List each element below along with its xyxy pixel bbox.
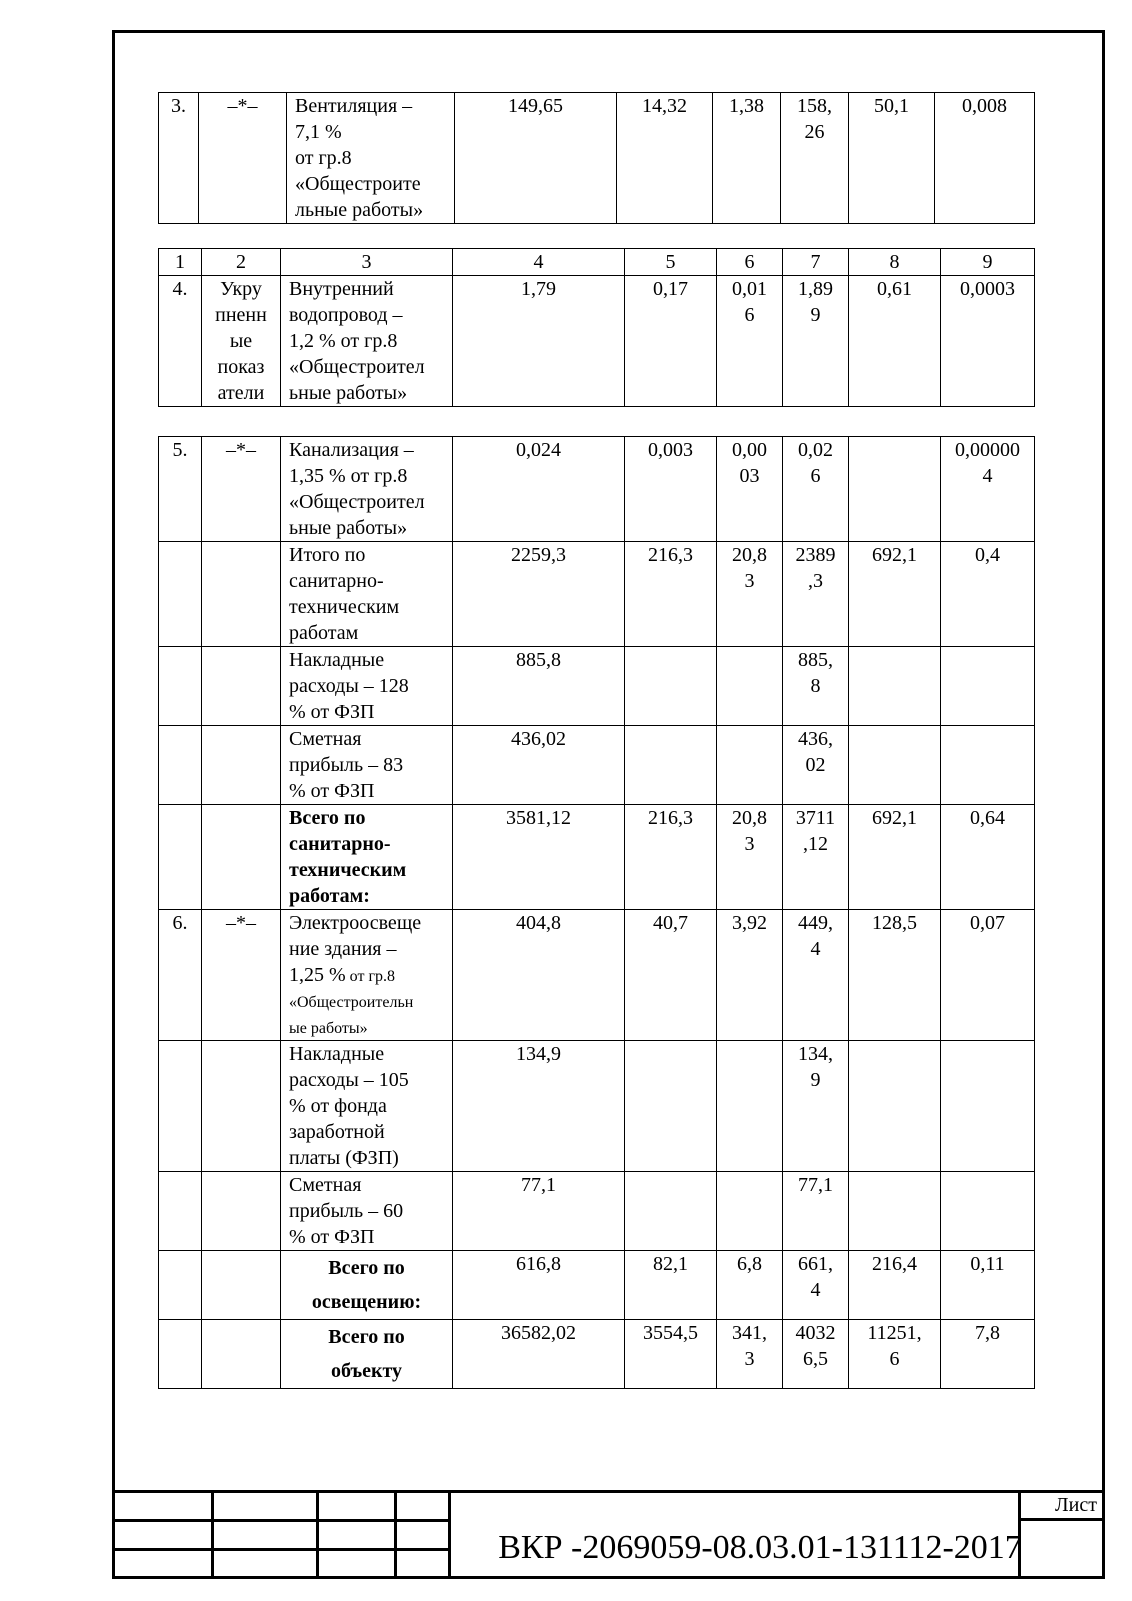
header-row (159, 249, 1035, 276)
cell-col5: 82,1 (625, 1251, 717, 1320)
cell-col4: 36582,02 (453, 1320, 625, 1389)
table-row (159, 805, 1035, 910)
header-cell: 6 (717, 249, 783, 276)
table-row (159, 910, 1035, 1041)
cell-col8 (849, 1172, 941, 1251)
cell-col9: 0,0003 (941, 276, 1035, 407)
cell-col9: 0,008 (935, 93, 1035, 224)
cell-col9 (941, 726, 1035, 805)
cell-basis (202, 1172, 281, 1251)
cell-col4: 77,1 (453, 1172, 625, 1251)
cell-col7: 0,02 6 (783, 437, 849, 542)
cell-num: 3. (159, 93, 199, 224)
cell-col6 (717, 647, 783, 726)
cell-col7: 436, 02 (783, 726, 849, 805)
cell-name: Итого по санитарно- техническим работам (281, 542, 453, 647)
title-block-line (112, 1548, 450, 1551)
cell-num (159, 647, 202, 726)
cell-col8 (849, 647, 941, 726)
cell-col9: 7,8 (941, 1320, 1035, 1389)
cell-col4: 2259,3 (453, 542, 625, 647)
cell-col9: 0,4 (941, 542, 1035, 647)
cell-col6: 0,00 03 (717, 437, 783, 542)
cell-col4: 149,65 (455, 93, 617, 224)
cell-num (159, 1041, 202, 1172)
cell-name: Сметная прибыль – 60 % от ФЗП (281, 1172, 453, 1251)
cell-col8: 50,1 (849, 93, 935, 224)
cell-col7: 134, 9 (783, 1041, 849, 1172)
cell-col9: 0,64 (941, 805, 1035, 910)
cell-col9: 0,11 (941, 1251, 1035, 1320)
cell-col8 (849, 726, 941, 805)
title-block-line (112, 1490, 1105, 1493)
header-cell: 2 (202, 249, 281, 276)
cell-basis: Укру пненн ые показ атели (202, 276, 281, 407)
cell-basis (202, 1041, 281, 1172)
cell-col7: 158, 26 (781, 93, 849, 224)
cell-name: Сметная прибыль – 83 % от ФЗП (281, 726, 453, 805)
name-note: от гр.8 «Общестроительн ые работы» (289, 968, 414, 1037)
cell-col4: 885,8 (453, 647, 625, 726)
table-row (159, 1041, 1035, 1172)
cell-name: Всего по санитарно- техническим работам: (281, 805, 453, 910)
cell-basis: –*– (199, 93, 287, 224)
cell-col6: 6,8 (717, 1251, 783, 1320)
cell-basis (202, 805, 281, 910)
cell-col9 (941, 647, 1035, 726)
cell-basis (202, 726, 281, 805)
cell-col8: 128,5 (849, 910, 941, 1041)
cell-name: Внутренний водопровод – 1,2 % от гр.8 «Общестроител ьные работы» (281, 276, 453, 407)
cell-col6 (717, 1041, 783, 1172)
cell-col5: 216,3 (625, 805, 717, 910)
cell-col7: 661, 4 (783, 1251, 849, 1320)
cell-num (159, 1251, 202, 1320)
header-cell: 4 (453, 249, 625, 276)
cell-col9: 0,07 (941, 910, 1035, 1041)
cell-col8 (849, 437, 941, 542)
table-row (159, 276, 1035, 407)
title-block-line (448, 1490, 451, 1579)
cell-col8 (849, 1041, 941, 1172)
cell-col5 (625, 726, 717, 805)
cell-col6: 1,38 (713, 93, 781, 224)
cell-col7: 1,89 9 (783, 276, 849, 407)
table-row (159, 542, 1035, 647)
cell-basis (202, 1251, 281, 1320)
cell-name: Всего по объекту (281, 1320, 453, 1389)
cell-col4: 134,9 (453, 1041, 625, 1172)
cell-basis: –*– (202, 437, 281, 542)
table-row (159, 1172, 1035, 1251)
cell-col5: 0,003 (625, 437, 717, 542)
cell-col5: 14,32 (617, 93, 713, 224)
cell-col6: 20,8 3 (717, 542, 783, 647)
cell-num: 4. (159, 276, 202, 407)
estimate-table-part-1 (158, 92, 1035, 224)
cell-num: 6. (159, 910, 202, 1041)
cell-num (159, 1320, 202, 1389)
name-main: Электроосвеще ние здания – 1,25 % (289, 912, 422, 986)
header-cell: 1 (159, 249, 202, 276)
cell-col5: 3554,5 (625, 1320, 717, 1389)
cell-col6: 20,8 3 (717, 805, 783, 910)
cell-col7: 4032 6,5 (783, 1320, 849, 1389)
cell-num: 5. (159, 437, 202, 542)
cell-col7: 449, 4 (783, 910, 849, 1041)
cell-col4: 3581,12 (453, 805, 625, 910)
cell-basis (202, 542, 281, 647)
cell-name (287, 93, 455, 224)
cell-col6 (717, 726, 783, 805)
cell-col8: 216,4 (849, 1251, 941, 1320)
table-row (159, 437, 1035, 542)
cell-col9 (941, 1041, 1035, 1172)
cell-col8: 11251, 6 (849, 1320, 941, 1389)
header-cell: 5 (625, 249, 717, 276)
table-row (159, 93, 1035, 224)
cell-num (159, 805, 202, 910)
cell-basis (202, 1320, 281, 1389)
table-row (159, 1320, 1035, 1389)
cell-col8: 692,1 (849, 542, 941, 647)
cell-col6: 341, 3 (717, 1320, 783, 1389)
name-line: Вентиляция – (295, 95, 413, 117)
cell-col5 (625, 647, 717, 726)
cell-basis: –*– (202, 910, 281, 1041)
cell-col5: 0,17 (625, 276, 717, 407)
cell-col4: 0,024 (453, 437, 625, 542)
cell-name (281, 910, 453, 1041)
cell-col8: 692,1 (849, 805, 941, 910)
cell-name: Накладные расходы – 105 % от фонда заработной платы (ФЗП) (281, 1041, 453, 1172)
cell-col4: 1,79 (453, 276, 625, 407)
cell-name: Канализация – 1,35 % от гр.8 «Общестроител ьные работы» (281, 437, 453, 542)
cell-col9: 0,00000 4 (941, 437, 1035, 542)
cell-col4: 616,8 (453, 1251, 625, 1320)
cell-name: Накладные расходы – 128 % от ФЗП (281, 647, 453, 726)
document-code: ВКР -2069059-08.03.01-131112-2017 (498, 1529, 1022, 1566)
name-line: от гр.8 (295, 147, 352, 169)
name-line: 7,1 % (295, 121, 342, 143)
header-cell: 3 (281, 249, 453, 276)
cell-col9 (941, 1172, 1035, 1251)
title-block-line (394, 1490, 397, 1579)
title-block-line (1018, 1518, 1105, 1521)
header-cell: 9 (941, 249, 1035, 276)
sheet-label: Лист (1055, 1494, 1097, 1516)
cell-num (159, 542, 202, 647)
cell-col4: 404,8 (453, 910, 625, 1041)
title-block-line (211, 1490, 214, 1579)
cell-col6: 3,92 (717, 910, 783, 1041)
cell-basis (202, 647, 281, 726)
table-row (159, 647, 1035, 726)
title-block-line (112, 1519, 450, 1522)
cell-col7: 3711 ,12 (783, 805, 849, 910)
cell-name: Всего по освещению: (281, 1251, 453, 1320)
header-cell: 7 (783, 249, 849, 276)
cell-col5: 216,3 (625, 542, 717, 647)
table-row (159, 1251, 1035, 1320)
cell-num (159, 726, 202, 805)
cell-col5 (625, 1041, 717, 1172)
title-block-line (316, 1490, 319, 1579)
table-row (159, 726, 1035, 805)
cell-col8: 0,61 (849, 276, 941, 407)
cell-col7: 77,1 (783, 1172, 849, 1251)
cell-col5 (625, 1172, 717, 1251)
cell-col7: 885, 8 (783, 647, 849, 726)
name-line: льные работы» (295, 199, 424, 221)
estimate-table-part-3 (158, 436, 1035, 1389)
cell-col4: 436,02 (453, 726, 625, 805)
cell-col6 (717, 1172, 783, 1251)
estimate-table-part-2 (158, 248, 1035, 407)
cell-num (159, 1172, 202, 1251)
name-line: «Общестроите (295, 173, 421, 195)
cell-col7: 2389 ,3 (783, 542, 849, 647)
header-cell: 8 (849, 249, 941, 276)
cell-col6: 0,01 6 (717, 276, 783, 407)
cell-col5: 40,7 (625, 910, 717, 1041)
